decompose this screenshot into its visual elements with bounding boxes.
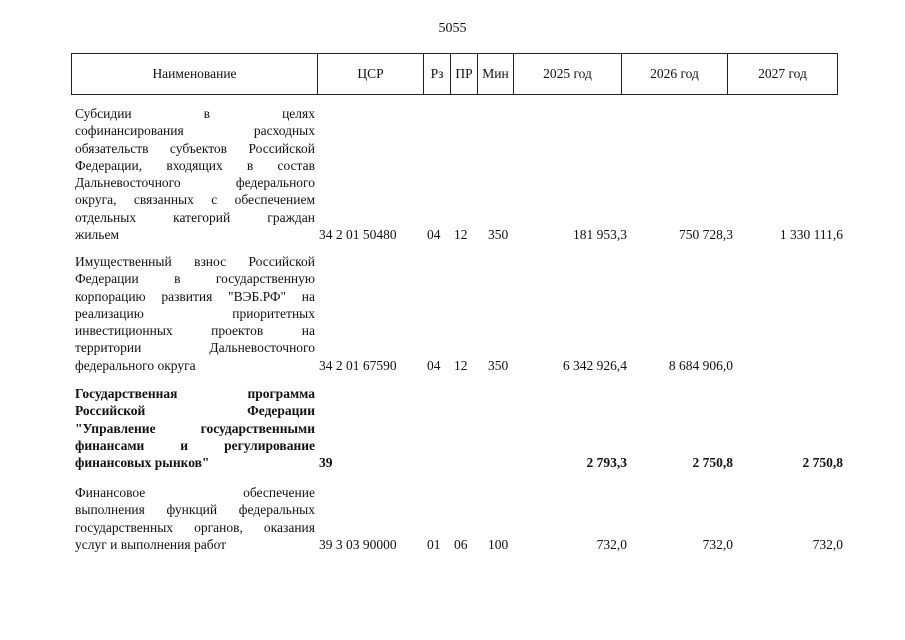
- row-rz: 04: [427, 227, 441, 242]
- header-2027: 2027 год: [728, 54, 838, 95]
- row-csr: 34 2 01 67590: [319, 358, 397, 373]
- row-name: Субсидии в целях софинансирования расходных обязательств субъектов Российской Федерации, входящих в состав Дальневосточного федерального округа, связанных с обеспечением отдельных категорий граждан жильем: [75, 106, 315, 243]
- row-rz: 01: [427, 537, 441, 552]
- header-min: Мин: [478, 54, 514, 95]
- row-pr: 12: [454, 227, 468, 242]
- row-2025: 2 793,3: [586, 455, 627, 470]
- header-rz: Рз: [424, 54, 451, 95]
- row-2026: 8 684 906,0: [668, 358, 733, 373]
- header-2026: 2026 год: [622, 54, 728, 95]
- row-pr: 12: [454, 358, 468, 373]
- row-2027: 2 750,8: [802, 455, 843, 470]
- row-pr: 06: [454, 537, 468, 552]
- row-2025: 6 342 926,4: [562, 358, 627, 373]
- row-2027: 732,0: [812, 537, 843, 552]
- row-csr: 39 3 03 90000: [319, 537, 397, 552]
- row-min: 350: [488, 227, 509, 242]
- row-2025: 732,0: [596, 537, 627, 552]
- row-name: Имущественный взнос Российской Федерации в государственную корпорацию развития "ВЭБ.РФ" на реализацию приоритетных инвестиционных проектов на территории Дальневосточного федерального округа: [75, 254, 315, 373]
- header-name: Наименование: [72, 54, 318, 95]
- row-min: 350: [488, 358, 509, 373]
- header-2025: 2025 год: [514, 54, 622, 95]
- row-2025: 181 953,3: [573, 227, 627, 242]
- row-name: Государственная программа Российской Федерации "Управление государственными финансами и регулирование финансовых рынков": [75, 386, 315, 471]
- table-header: [71, 53, 838, 95]
- row-2026: 732,0: [702, 537, 733, 552]
- row-2026: 750 728,3: [679, 227, 733, 242]
- row-name: Финансовое обеспечение выполнения функций федеральных государственных органов, оказания услуг и выполнения работ: [75, 485, 315, 552]
- header-pr: ПР: [451, 54, 478, 95]
- row-csr: 39: [319, 455, 333, 470]
- row-2027: 1 330 111,6: [779, 227, 843, 242]
- row-rz: 04: [427, 358, 441, 373]
- header-csr: ЦСР: [318, 54, 424, 95]
- page-number: 5055: [438, 21, 467, 36]
- row-min: 100: [488, 537, 509, 552]
- row-csr: 34 2 01 50480: [319, 227, 397, 242]
- row-2026: 2 750,8: [692, 455, 733, 470]
